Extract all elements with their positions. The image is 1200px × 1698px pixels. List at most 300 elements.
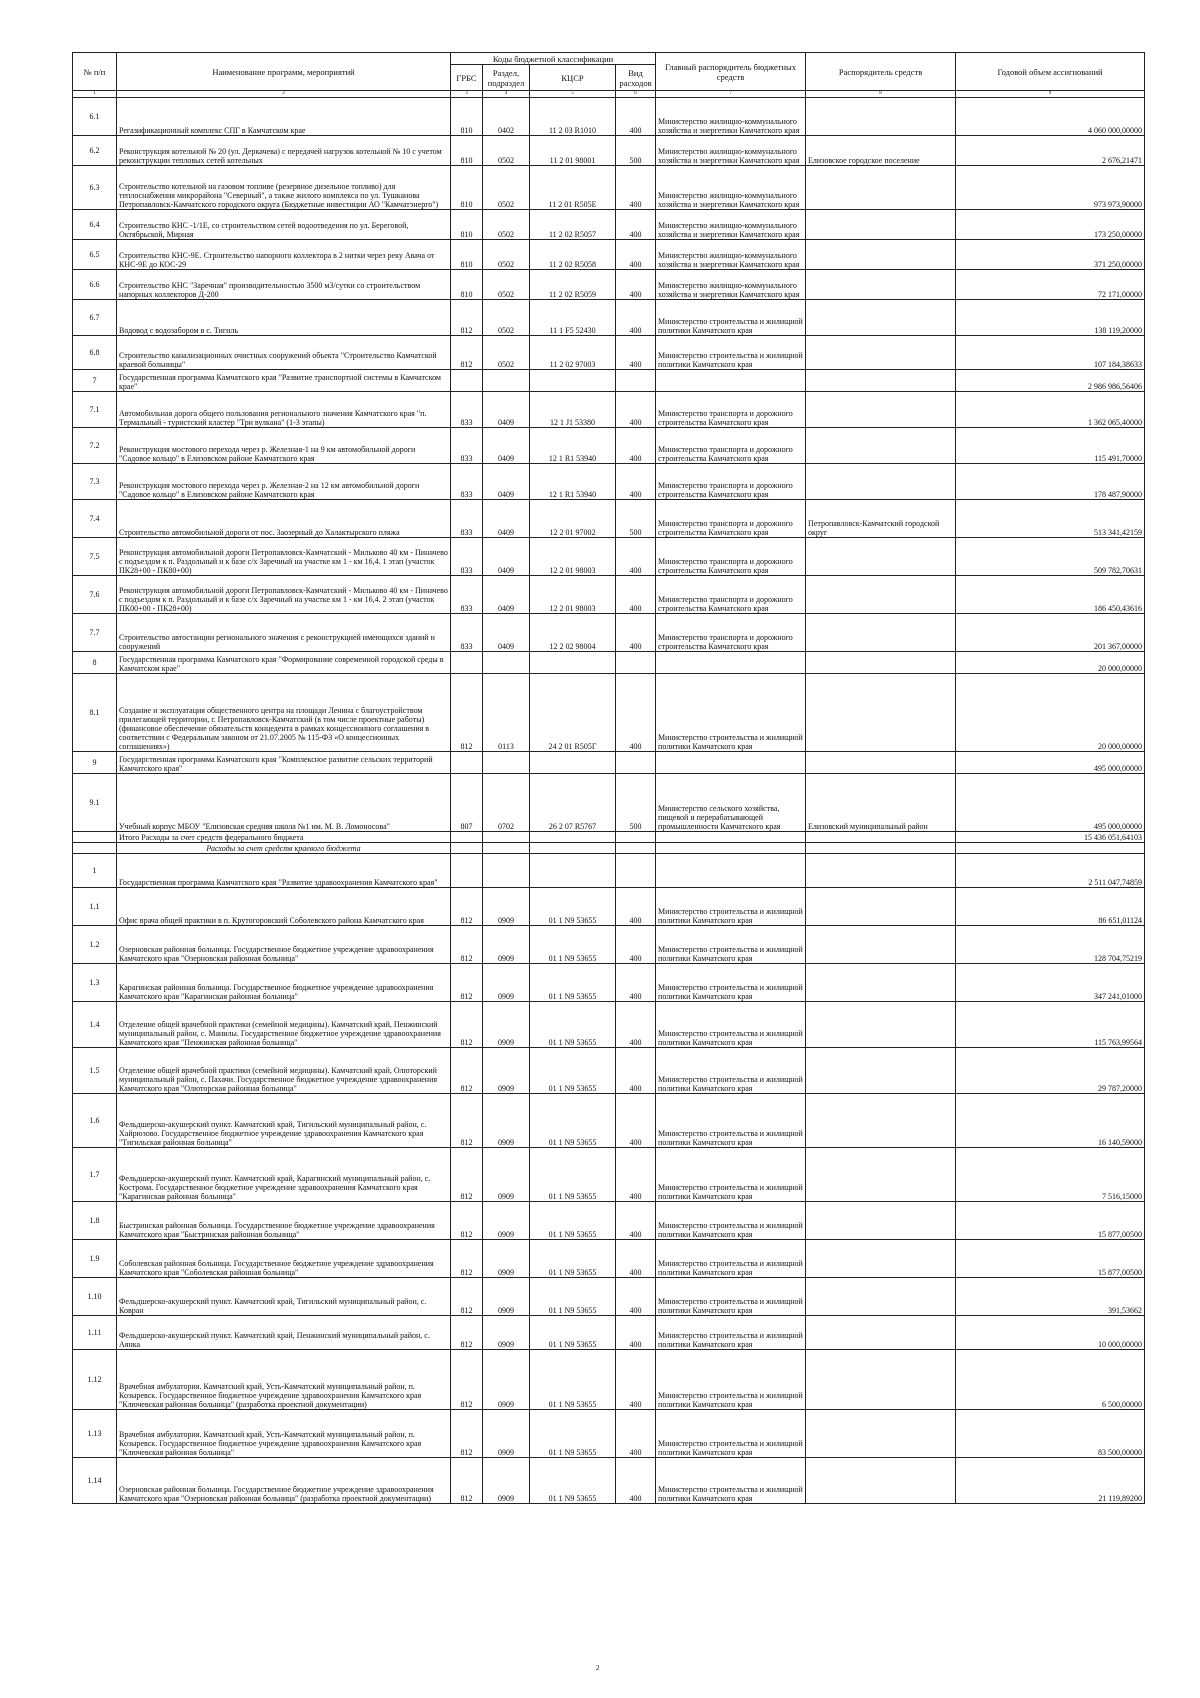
row-number: 6.8 (73, 336, 117, 370)
row-manager (806, 210, 956, 240)
table-row (73, 1350, 1145, 1410)
row-vid: 400 (616, 1278, 656, 1316)
row-vid: 400 (616, 428, 656, 464)
table-row (73, 98, 1145, 136)
row-kcsr: 12 1 R1 53940 (530, 464, 616, 500)
row-manager (806, 1148, 956, 1202)
row-manager (806, 832, 956, 843)
row-vid (616, 752, 656, 774)
row-grbs (451, 843, 483, 854)
row-main-manager: Министерство строительства и жилищной политики Камчатского края (656, 888, 806, 926)
table-row (73, 1202, 1145, 1240)
row-number: 1.11 (73, 1316, 117, 1350)
row-vid: 400 (616, 1316, 656, 1350)
row-main-manager: Министерство жилищно-коммунального хозяйства и энергетики Камчатского края (656, 166, 806, 210)
row-razdel: 0909 (483, 1002, 530, 1048)
row-manager (806, 1202, 956, 1240)
row-razdel: 0409 (483, 614, 530, 652)
row-kcsr: 01 1 N9 53655 (530, 1350, 616, 1410)
row-grbs: 812 (451, 1094, 483, 1148)
row-manager (806, 1278, 956, 1316)
row-manager (806, 538, 956, 576)
row-name: Строительство канализационных очистных сооружений объекта "Строительство Камчатской краевой больницы" (117, 336, 451, 370)
row-main-manager: Министерство строительства и жилищной политики Камчатского края (656, 1048, 806, 1094)
table-row (73, 1410, 1145, 1458)
row-number: 7.1 (73, 392, 117, 428)
row-grbs: 812 (451, 336, 483, 370)
row-razdel: 0502 (483, 270, 530, 300)
row-manager (806, 1094, 956, 1148)
row-kcsr: 01 1 N9 53655 (530, 888, 616, 926)
row-razdel (483, 843, 530, 854)
row-amount: 347 241,01000 (956, 964, 1145, 1002)
row-razdel: 0409 (483, 464, 530, 500)
row-razdel: 0502 (483, 166, 530, 210)
table-row (73, 614, 1145, 652)
table-row (73, 1316, 1145, 1350)
row-kcsr: 12 1 R1 53940 (530, 428, 616, 464)
row-vid: 500 (616, 500, 656, 538)
row-grbs (451, 832, 483, 843)
row-number: 8.1 (73, 674, 117, 752)
row-razdel (483, 854, 530, 888)
row-number: 9.1 (73, 774, 117, 832)
row-name: Фельдшерско-акушерский пункт. Камчатский край, Тигильский муниципальный район, с. Ковран (117, 1278, 451, 1316)
row-vid (616, 854, 656, 888)
table-row (73, 1278, 1145, 1316)
row-grbs: 833 (451, 500, 483, 538)
row-manager (806, 1316, 956, 1350)
table-row (73, 210, 1145, 240)
row-kcsr: 12 2 01 98003 (530, 538, 616, 576)
row-grbs: 812 (451, 1278, 483, 1316)
row-manager: Елизовское городское поселение (806, 136, 956, 166)
row-manager: Елизовский муниципальный район (806, 774, 956, 832)
row-name: Реконструкция автомобильной дороги Петропавловск-Камчатский - Мильково 40 км - Пиначево с подъездом к п. Раздольный и к базе с/х Заречный на участке км 1 - км 16,4. 2 этап (участок ПК00+00 - ПК28+00) (117, 576, 451, 614)
row-vid: 400 (616, 1148, 656, 1202)
row-grbs: 833 (451, 392, 483, 428)
row-number: 6.7 (73, 300, 117, 336)
row-razdel: 0402 (483, 98, 530, 136)
row-vid: 400 (616, 1458, 656, 1504)
row-kcsr: 01 1 N9 53655 (530, 926, 616, 964)
row-amount: 138 119,20000 (956, 300, 1145, 336)
row-manager (806, 166, 956, 210)
row-name: Фельдшерско-акушерский пункт. Камчатский край, Карагинский муниципальный район, с. Кострома. Государственное бюджетное учреждение здравоохранения Камчатского края "Карагинская районная больница" (117, 1148, 451, 1202)
row-amount: 72 171,00000 (956, 270, 1145, 300)
row-name: Государственная программа Камчатского края "Развитие транспортной системы в Камчатском крае" (117, 370, 451, 392)
row-amount: 15 877,00500 (956, 1240, 1145, 1278)
row-name: Государственная программа Камчатского края "Развитие здравоохранения Камчатского края" (117, 854, 451, 888)
row-vid: 400 (616, 240, 656, 270)
row-amount: 7 516,15000 (956, 1148, 1145, 1202)
row-main-manager: Министерство транспорта и дорожного строительства Камчатского края (656, 614, 806, 652)
row-razdel: 0909 (483, 1048, 530, 1094)
row-kcsr: 01 1 N9 53655 (530, 1002, 616, 1048)
row-razdel: 0909 (483, 926, 530, 964)
row-main-manager: Министерство строительства и жилищной политики Камчатского края (656, 1278, 806, 1316)
row-manager (806, 1240, 956, 1278)
row-main-manager: Министерство сельского хозяйства, пищевой и перерабатывающей промышленности Камчатского края (656, 774, 806, 832)
column-number: 3 (451, 91, 483, 98)
column-number-row (73, 91, 1145, 98)
row-number: 7.5 (73, 538, 117, 576)
row-name: Реконструкция мостового перехода через р. Железная-2 на 12 км автомобильной дороги "Садовое кольцо" в Елизовском районе Камчатского края (117, 464, 451, 500)
row-grbs: 812 (451, 1240, 483, 1278)
row-grbs: 810 (451, 270, 483, 300)
row-manager (806, 888, 956, 926)
row-razdel (483, 832, 530, 843)
row-vid: 400 (616, 1240, 656, 1278)
header-razdel: Раздел, подраздел (483, 65, 530, 91)
row-number: 1.3 (73, 964, 117, 1002)
row-vid: 400 (616, 1094, 656, 1148)
row-vid: 400 (616, 1410, 656, 1458)
row-amount: 178 487,90000 (956, 464, 1145, 500)
page-number: 2 (596, 1664, 600, 1672)
row-vid: 400 (616, 964, 656, 1002)
row-vid: 400 (616, 538, 656, 576)
row-amount: 2 986 986,56406 (956, 370, 1145, 392)
row-kcsr: 26 2 07 R5767 (530, 774, 616, 832)
row-main-manager: Министерство строительства и жилищной политики Камчатского края (656, 1240, 806, 1278)
row-main-manager: Министерство строительства и жилищной политики Камчатского края (656, 1350, 806, 1410)
table-row (73, 300, 1145, 336)
row-main-manager (656, 832, 806, 843)
row-grbs (451, 652, 483, 674)
row-kcsr: 01 1 N9 53655 (530, 1278, 616, 1316)
row-number: 1.4 (73, 1002, 117, 1048)
table-row (73, 392, 1145, 428)
row-razdel: 0909 (483, 1148, 530, 1202)
row-main-manager: Министерство транспорта и дорожного строительства Камчатского края (656, 500, 806, 538)
row-number: 9 (73, 752, 117, 774)
row-name: Строительство автомобильной дороги от пос. Заозерный до Халактырского пляжа (117, 500, 451, 538)
row-number (73, 832, 117, 843)
row-amount: 973 973,90000 (956, 166, 1145, 210)
row-manager (806, 464, 956, 500)
row-main-manager (656, 752, 806, 774)
table-row (73, 464, 1145, 500)
row-razdel: 0909 (483, 1410, 530, 1458)
row-kcsr (530, 832, 616, 843)
row-name: Строительство КНС -1/1Е, со строительством сетей водоотведения по ул. Береговой, Октябрьской, Мирная (117, 210, 451, 240)
row-grbs (451, 854, 483, 888)
row-main-manager: Министерство строительства и жилищной политики Камчатского края (656, 926, 806, 964)
row-manager (806, 240, 956, 270)
row-main-manager: Министерство строительства и жилищной политики Камчатского края (656, 1410, 806, 1458)
row-vid: 400 (616, 926, 656, 964)
row-amount: 186 450,43616 (956, 576, 1145, 614)
row-razdel: 0409 (483, 428, 530, 464)
row-name: Быстринская районная больница. Государственное бюджетное учреждение здравоохранения Камчатского края "Быстринская районная больница" (117, 1202, 451, 1240)
row-main-manager: Министерство жилищно-коммунального хозяйства и энергетики Камчатского края (656, 270, 806, 300)
row-main-manager: Министерство транспорта и дорожного строительства Камчатского края (656, 428, 806, 464)
row-kcsr: 12 2 02 98004 (530, 614, 616, 652)
row-amount: 371 250,00000 (956, 240, 1145, 270)
row-amount: 29 787,20000 (956, 1048, 1145, 1094)
row-main-manager: Министерство строительства и жилищной политики Камчатского края (656, 1094, 806, 1148)
table-row (73, 576, 1145, 614)
row-amount: 128 704,75219 (956, 926, 1145, 964)
row-grbs: 812 (451, 1002, 483, 1048)
row-kcsr: 12 2 01 97002 (530, 500, 616, 538)
row-manager (806, 1350, 956, 1410)
row-main-manager: Министерство строительства и жилищной политики Камчатского края (656, 674, 806, 752)
row-grbs: 812 (451, 1458, 483, 1504)
row-manager (806, 674, 956, 752)
row-number (73, 843, 117, 854)
row-number: 1.10 (73, 1278, 117, 1316)
row-manager (806, 926, 956, 964)
row-grbs: 833 (451, 576, 483, 614)
row-manager (806, 614, 956, 652)
table-row (73, 336, 1145, 370)
row-kcsr: 12 1 J1 53380 (530, 392, 616, 428)
row-kcsr: 11 2 03 R1010 (530, 98, 616, 136)
row-kcsr: 01 1 N9 53655 (530, 1410, 616, 1458)
row-vid: 500 (616, 136, 656, 166)
row-name: Строительство КНС "Заречная" производительностью 3500 м3/сутки со строительством напорных коллекторов Д-200 (117, 270, 451, 300)
row-grbs: 812 (451, 1202, 483, 1240)
row-number: 7.4 (73, 500, 117, 538)
row-main-manager: Министерство транспорта и дорожного строительства Камчатского края (656, 576, 806, 614)
row-vid (616, 370, 656, 392)
row-name: Водовод с водозабором в с. Тигиль (117, 300, 451, 336)
row-kcsr: 11 2 02 R5057 (530, 210, 616, 240)
row-amount: 509 782,70631 (956, 538, 1145, 576)
row-name: Озерновская районная больница. Государственное бюджетное учреждение здравоохранения Камчатского края "Озерновская районная больница" (разработка проектной документации) (117, 1458, 451, 1504)
row-number: 7.3 (73, 464, 117, 500)
row-manager (806, 1002, 956, 1048)
row-vid: 500 (616, 774, 656, 832)
row-razdel: 0502 (483, 210, 530, 240)
column-number: 9 (956, 91, 1145, 98)
row-vid: 400 (616, 98, 656, 136)
row-name: Реконструкция мостового перехода через р. Железная-1 на 9 км автомобильной дороги "Садовое кольцо" в Елизовском районе Камчатского края (117, 428, 451, 464)
row-name: Государственная программа Камчатского края "Комплексное развитие сельских территорий Камчатского края" (117, 752, 451, 774)
row-kcsr: 11 2 01 98001 (530, 136, 616, 166)
row-main-manager: Министерство строительства и жилищной политики Камчатского края (656, 336, 806, 370)
row-kcsr: 24 2 01 R505Г (530, 674, 616, 752)
row-razdel: 0113 (483, 674, 530, 752)
table-row (73, 1240, 1145, 1278)
row-name: Регазификационный комплекс СПГ в Камчатском крае (117, 98, 451, 136)
row-razdel (483, 370, 530, 392)
row-name: Строительство автостанции регионального значения с реконструкцией имеющихся зданий и сооружений (117, 614, 451, 652)
row-manager (806, 1458, 956, 1504)
row-grbs: 812 (451, 1048, 483, 1094)
row-name: Расходы за счет средств краевого бюджета (117, 843, 451, 854)
row-grbs: 812 (451, 964, 483, 1002)
table-row (73, 1458, 1145, 1504)
row-name: Отделение общей врачебной практики (семейной медицины). Камчатский край, Пенжинский муниципальный район, с. Манилы. Государственное бюджетное учреждение здравоохранения Камчатского края "Пенжинская районная больница" (117, 1002, 451, 1048)
header-manager: Распорядитель средств (806, 53, 956, 91)
row-amount: 16 140,59000 (956, 1094, 1145, 1148)
row-amount: 107 184,38633 (956, 336, 1145, 370)
row-manager (806, 336, 956, 370)
table-row (73, 270, 1145, 300)
row-kcsr: 01 1 N9 53655 (530, 1048, 616, 1094)
row-main-manager: Министерство транспорта и дорожного строительства Камчатского края (656, 392, 806, 428)
table-row (73, 428, 1145, 464)
row-razdel (483, 752, 530, 774)
row-vid: 400 (616, 300, 656, 336)
row-number: 1.13 (73, 1410, 117, 1458)
row-manager (806, 370, 956, 392)
row-grbs: 810 (451, 166, 483, 210)
row-kcsr (530, 752, 616, 774)
row-number: 6.5 (73, 240, 117, 270)
row-grbs: 812 (451, 888, 483, 926)
row-main-manager: Министерство жилищно-коммунального хозяйства и энергетики Камчатского края (656, 240, 806, 270)
row-main-manager: Министерство строительства и жилищной политики Камчатского края (656, 1316, 806, 1350)
row-number: 1.9 (73, 1240, 117, 1278)
row-amount: 173 250,00000 (956, 210, 1145, 240)
row-kcsr (530, 652, 616, 674)
table-body (73, 98, 1145, 1504)
row-kcsr (530, 370, 616, 392)
table-row (73, 832, 1145, 843)
table-row (73, 1048, 1145, 1094)
row-razdel: 0909 (483, 1458, 530, 1504)
row-kcsr: 11 1 F5 52430 (530, 300, 616, 336)
row-kcsr: 01 1 N9 53655 (530, 964, 616, 1002)
row-grbs: 812 (451, 674, 483, 752)
row-razdel: 0909 (483, 1240, 530, 1278)
row-kcsr: 12 2 01 98003 (530, 576, 616, 614)
table-row (73, 843, 1145, 854)
row-amount: 86 651,01124 (956, 888, 1145, 926)
row-name: Реконструкция котельной № 20 (ул. Деркачева) с передачей нагрузок котельной № 10 с учетом реконструкции тепловых сетей котельных (117, 136, 451, 166)
row-kcsr: 01 1 N9 53655 (530, 1148, 616, 1202)
row-manager (806, 1410, 956, 1458)
row-grbs: 812 (451, 1410, 483, 1458)
row-vid: 400 (616, 464, 656, 500)
column-number: 7 (656, 91, 806, 98)
header-kcsr: КЦСР (530, 65, 616, 91)
row-name: Учебный корпус МБОУ "Елизовская средняя школа №1 им. М. В. Ломоносова" (117, 774, 451, 832)
table-row (73, 964, 1145, 1002)
row-main-manager: Министерство строительства и жилищной политики Камчатского края (656, 1458, 806, 1504)
table-row (73, 752, 1145, 774)
row-amount: 1 362 065,40000 (956, 392, 1145, 428)
row-amount: 513 341,42159 (956, 500, 1145, 538)
row-vid: 400 (616, 210, 656, 240)
row-number: 1.1 (73, 888, 117, 926)
row-number: 8 (73, 652, 117, 674)
column-number: 1 (73, 91, 117, 98)
row-amount: 15 877,00500 (956, 1202, 1145, 1240)
row-kcsr: 11 2 02 R5058 (530, 240, 616, 270)
row-grbs: 833 (451, 464, 483, 500)
row-main-manager: Министерство транспорта и дорожного строительства Камчатского края (656, 538, 806, 576)
row-name: Автомобильная дорога общего пользования регионального значения Камчатского края "п. Термальный - туристский кластер "Три вулкана" (1-3 этапы) (117, 392, 451, 428)
row-kcsr: 11 2 02 R5059 (530, 270, 616, 300)
row-number: 6.3 (73, 166, 117, 210)
row-razdel: 0502 (483, 300, 530, 336)
row-number: 7.2 (73, 428, 117, 464)
row-grbs: 810 (451, 136, 483, 166)
row-name: Соболевская районная больница. Государственное бюджетное учреждение здравоохранения Камчатского края "Соболевская районная больница" (117, 1240, 451, 1278)
row-razdel: 0909 (483, 888, 530, 926)
row-razdel: 0409 (483, 392, 530, 428)
row-amount: 20 000,00000 (956, 674, 1145, 752)
row-name: Отделение общей врачебной практики (семейной медицины). Камчатский край, Олюторский муниципальный район, с. Пахачи. Государственное бюджетное учреждение здравоохранения Камчатского края "Олюторская районная больница" (117, 1048, 451, 1094)
row-number: 7.7 (73, 614, 117, 652)
row-name: Итого Расходы за счет средств федерального бюджета (117, 832, 451, 843)
row-vid: 400 (616, 1350, 656, 1410)
table-row (73, 1148, 1145, 1202)
table-row (73, 926, 1145, 964)
table-row (73, 370, 1145, 392)
row-main-manager: Министерство строительства и жилищной политики Камчатского края (656, 1148, 806, 1202)
row-vid: 400 (616, 1048, 656, 1094)
row-kcsr (530, 843, 616, 854)
row-grbs: 833 (451, 614, 483, 652)
row-manager (806, 300, 956, 336)
row-main-manager (656, 854, 806, 888)
row-razdel: 0909 (483, 1278, 530, 1316)
column-number: 5 (530, 91, 616, 98)
header-codes-group: Коды бюджетной классификации (451, 53, 656, 65)
row-kcsr: 01 1 N9 53655 (530, 1316, 616, 1350)
row-number: 1.5 (73, 1048, 117, 1094)
row-manager (806, 1048, 956, 1094)
row-main-manager: Министерство жилищно-коммунального хозяйства и энергетики Камчатского края (656, 98, 806, 136)
table-row (73, 774, 1145, 832)
row-kcsr: 11 2 02 97003 (530, 336, 616, 370)
row-razdel: 0909 (483, 1202, 530, 1240)
row-main-manager: Министерство строительства и жилищной политики Камчатского края (656, 1202, 806, 1240)
row-number: 1.12 (73, 1350, 117, 1410)
row-name: Фельдшерско-акушерский пункт. Камчатский край, Пенжинский муниципальный район, с. Аянка (117, 1316, 451, 1350)
row-manager (806, 392, 956, 428)
row-manager: Петропавловск-Камчатский городской округ (806, 500, 956, 538)
row-main-manager: Министерство жилищно-коммунального хозяйства и энергетики Камчатского края (656, 210, 806, 240)
row-grbs: 807 (451, 774, 483, 832)
row-number: 1.14 (73, 1458, 117, 1504)
row-vid: 400 (616, 888, 656, 926)
row-amount: 2 511 047,74859 (956, 854, 1145, 888)
row-manager (806, 270, 956, 300)
row-grbs (451, 370, 483, 392)
row-grbs: 812 (451, 926, 483, 964)
row-razdel: 0502 (483, 136, 530, 166)
row-amount: 21 119,89200 (956, 1458, 1145, 1504)
row-name: Озерновская районная больница. Государственное бюджетное учреждение здравоохранения Камчатского края "Озерновская районная больница" (117, 926, 451, 964)
row-razdel: 0502 (483, 336, 530, 370)
row-number: 1.7 (73, 1148, 117, 1202)
row-amount: 83 500,00000 (956, 1410, 1145, 1458)
row-name: Строительство котельной на газовом топливе (резервное дизельное топливо) для теплоснабжения микрорайона "Северный", а также жилого комплекса по ул. Тушканова Петропавловск-Камчатского городского округа (Бюджетные инвестиции АО "Камчатэнерго") (117, 166, 451, 210)
row-razdel: 0702 (483, 774, 530, 832)
row-amount: 10 000,00000 (956, 1316, 1145, 1350)
row-razdel: 0502 (483, 240, 530, 270)
row-name: Реконструкция автомобильной дороги Петропавловск-Камчатский - Мильково 40 км - Пиначево с подъездом к п. Раздольный и к базе с/х Заречный на участке км 1 - км 16,4. 1 этап (участок ПК28+00 - ПК80+00) (117, 538, 451, 576)
row-amount: 115 763,99564 (956, 1002, 1145, 1048)
row-number: 6.6 (73, 270, 117, 300)
row-vid: 400 (616, 166, 656, 210)
row-number: 1.2 (73, 926, 117, 964)
row-vid (616, 652, 656, 674)
header-volume: Годовой объем ассигнований (956, 53, 1145, 91)
row-number: 6.1 (73, 98, 117, 136)
row-vid: 400 (616, 576, 656, 614)
row-amount: 15 436 051,64103 (956, 832, 1145, 843)
row-vid: 400 (616, 1002, 656, 1048)
row-amount: 6 500,00000 (956, 1350, 1145, 1410)
